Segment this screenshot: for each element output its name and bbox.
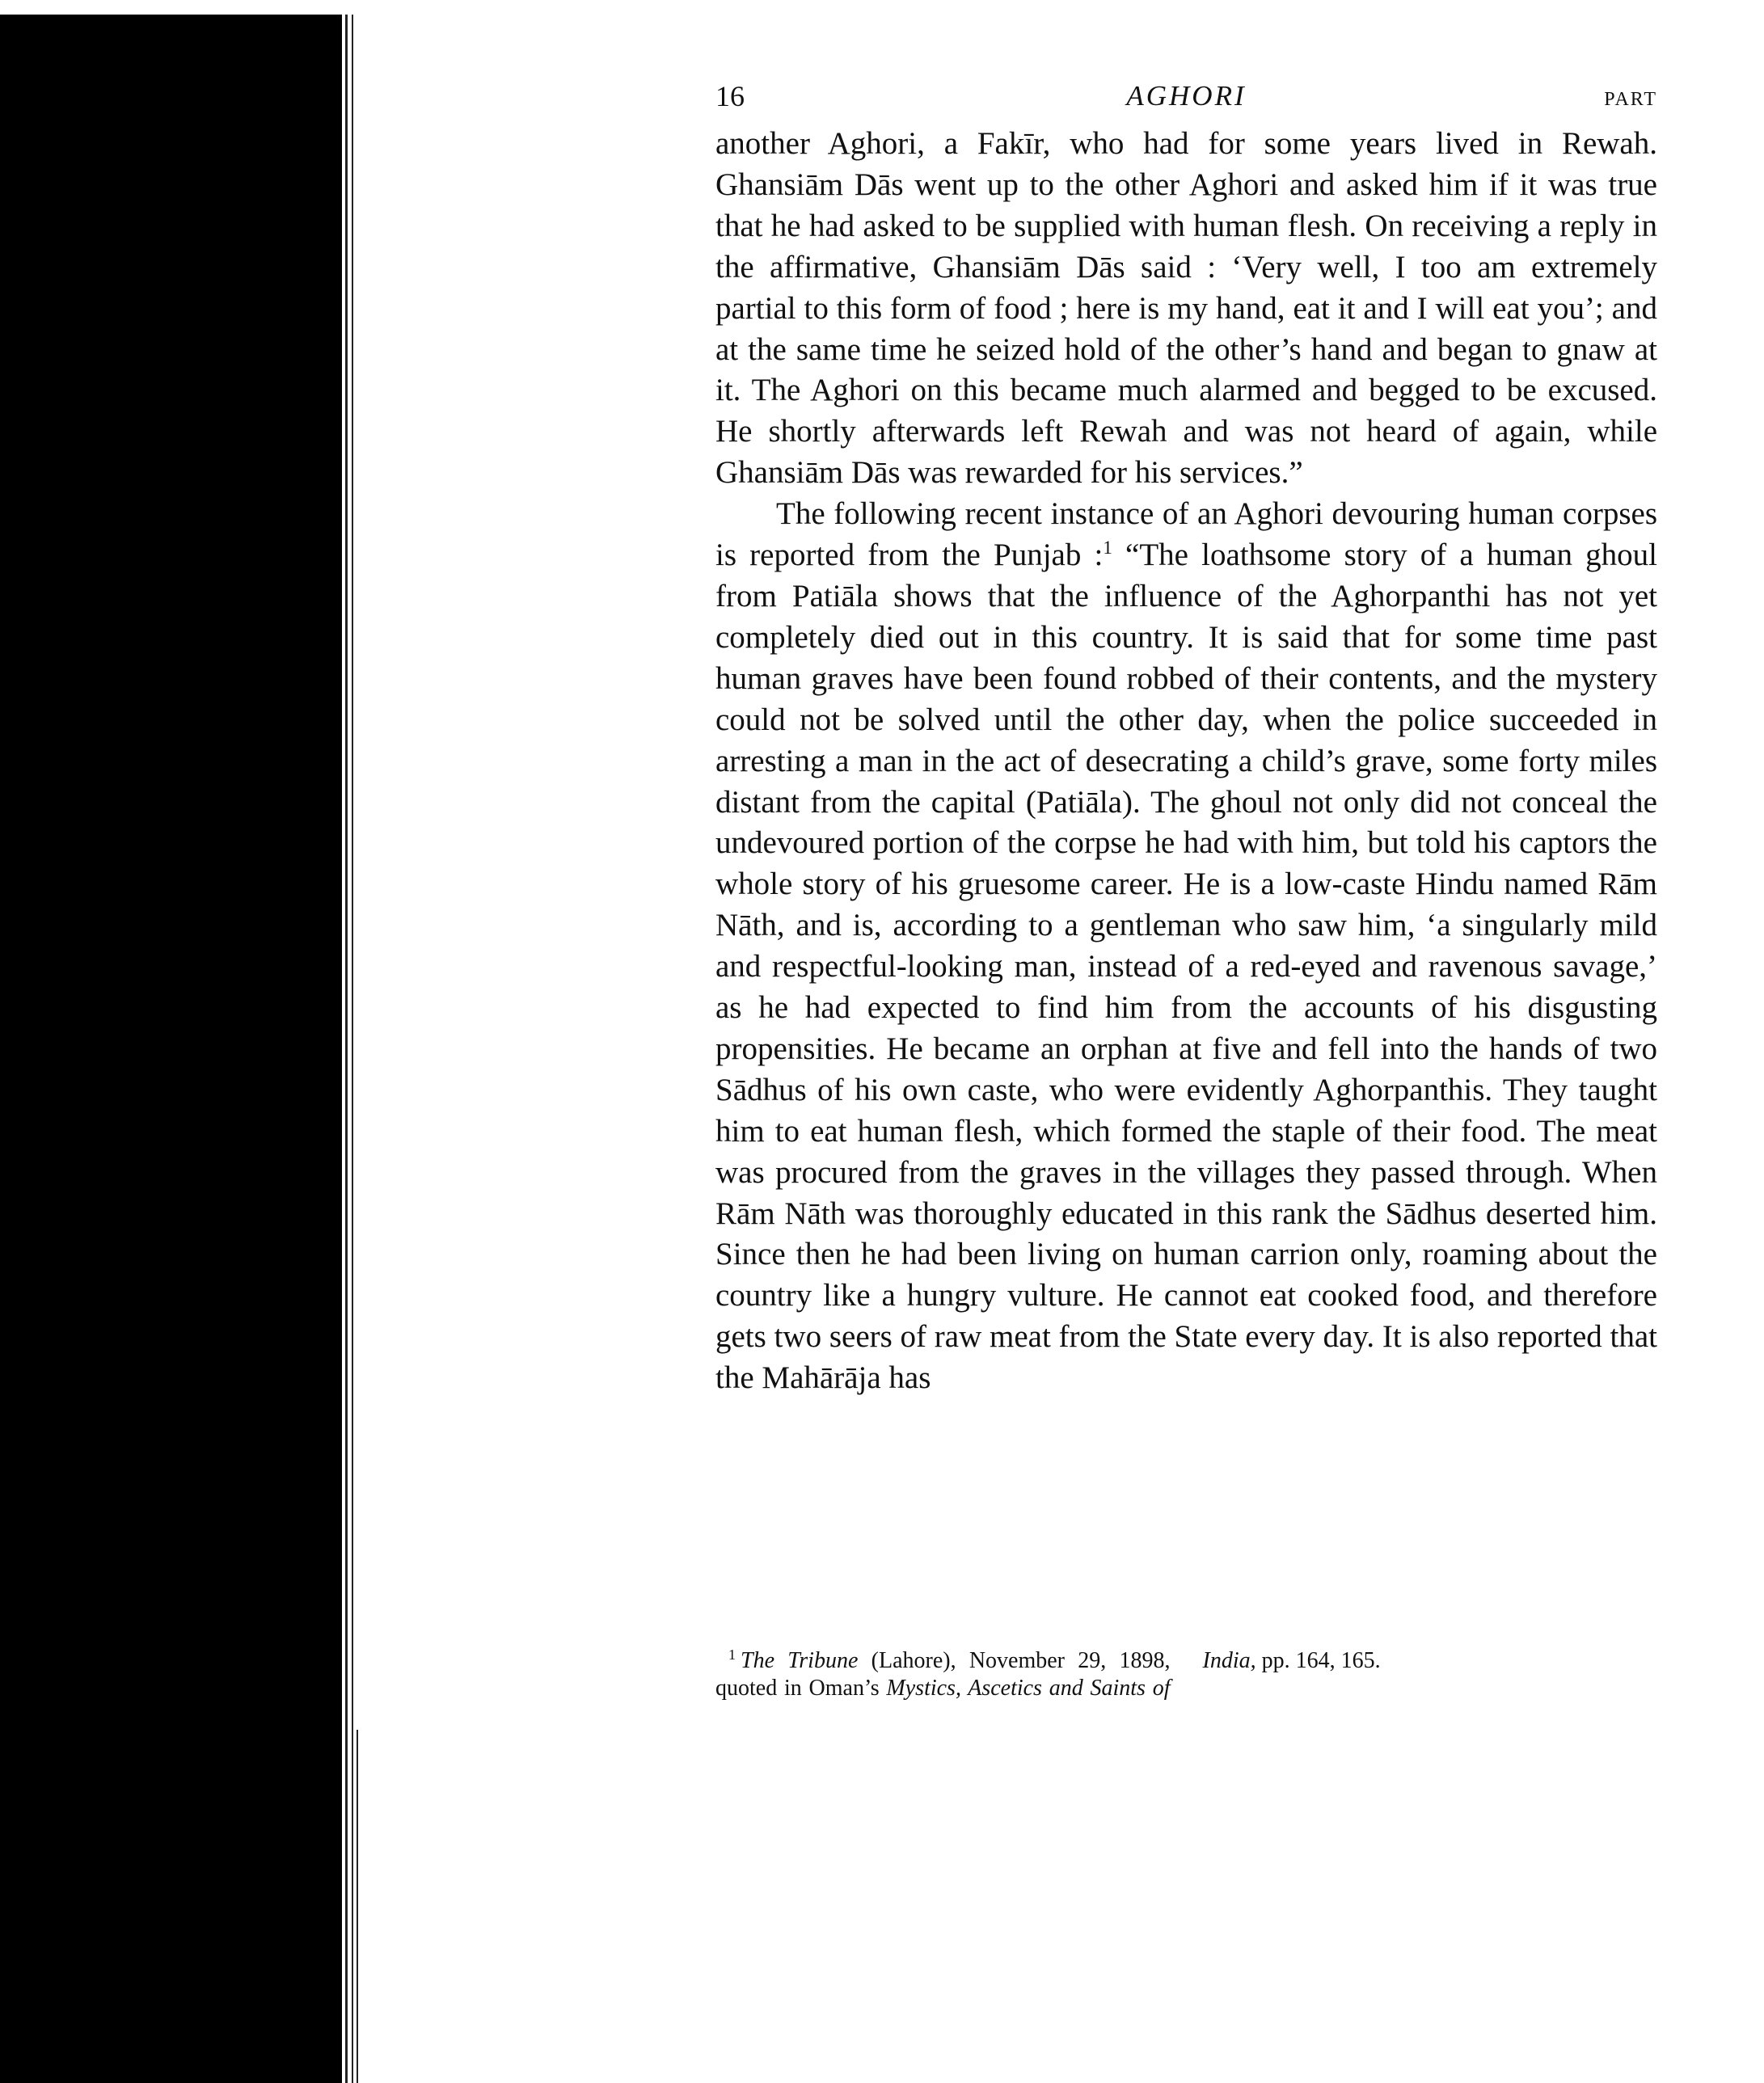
paragraph-text: “The loathsome story of a human ghoul from Patiāla shows that the influence of the Aghorpanthi has not yet completely died out in this country. It is said that for some time past human graves have been found robbed of their contents, and the mystery could not be solved until the other day, when the police succeeded in arresting a man in the act of desecrating a child’s grave, some forty miles distant from the capital (Patiāla). The ghoul not only did not conceal the undevoured portion of the corpse he had with him, but told his captors the whole story of his gruesome career. He is a low-caste Hindu named Rām Nāth, and is, according to a gentleman who saw him, ‘a singularly mild and respectful-looking man, instead of a red-eyed and ravenous savage,’ as he had expected to find him from the accounts of his disgusting propensities. He became an orphan at five and fell into the hands of two Sādhus of his own caste, who were evidently Aghorpanthis. They taught him to eat human flesh, which formed the staple of their food. The meat was procured from the graves in the villages they passed through. When Rām Nāth was thoroughly educated in this rank the Sādhus deserted him. Since then he had been living on human carrion only, roaming about the country like a hungry vulture. He cannot eat cooked food, and therefore gets two seers of raw meat from the State every day. It is also reported that the Mahārāja has <box>715 538 1657 1396</box>
scan-edge-line <box>357 1730 358 2083</box>
section-label: PART <box>1604 89 1657 110</box>
footnote-source-title: The Tribune <box>741 1648 859 1673</box>
scan-edge-line <box>352 15 353 2083</box>
paragraph-text: The following recent instance of an Aghori devouring human corpses is reported from the Punjab : <box>715 496 1657 573</box>
footnote-reference: 1 <box>1103 538 1112 559</box>
footnote <box>715 1647 1657 1702</box>
running-header <box>715 79 1657 120</box>
running-title: AGHORI <box>1126 80 1247 112</box>
footnotes <box>715 1647 1657 1702</box>
paragraph <box>715 494 1657 1399</box>
page-number: 16 <box>715 80 745 112</box>
scan-edge-line <box>345 15 348 2083</box>
body-text <box>715 124 1657 1399</box>
paragraph-text: another Aghori, a Fakīr, who had for some years lived in Rewah. Ghansiām Dās went up to the other Aghori and asked him if it was true that he had asked to be supplied with human flesh. On receiving a reply in the affirmative, Ghansiām Dās said : ‘Very well, I too am extremely partial to this form of food ; here is my hand, eat it and I will eat you’; and at the same time he seized hold of the other’s hand and began to gnaw at it. The Aghori on this became much alarmed and begged to be excused. He shortly afterwards left Rewah and was not heard of again, while Ghansiām Dās was rewarded for his services.” <box>715 126 1657 491</box>
footnote-mark: 1 <box>728 1646 736 1663</box>
footnote-text: (Lahore), November 29, 1898, quoted in Oman’s <box>715 1648 1171 1701</box>
paragraph <box>715 124 1657 494</box>
book-page <box>715 79 1657 1701</box>
footnote-pages: pp. 164, 165. <box>1255 1648 1381 1673</box>
footnote-book-title: Mystics, Ascetics and Saints of India, <box>886 1648 1256 1701</box>
scan-black-margin <box>0 15 342 2083</box>
